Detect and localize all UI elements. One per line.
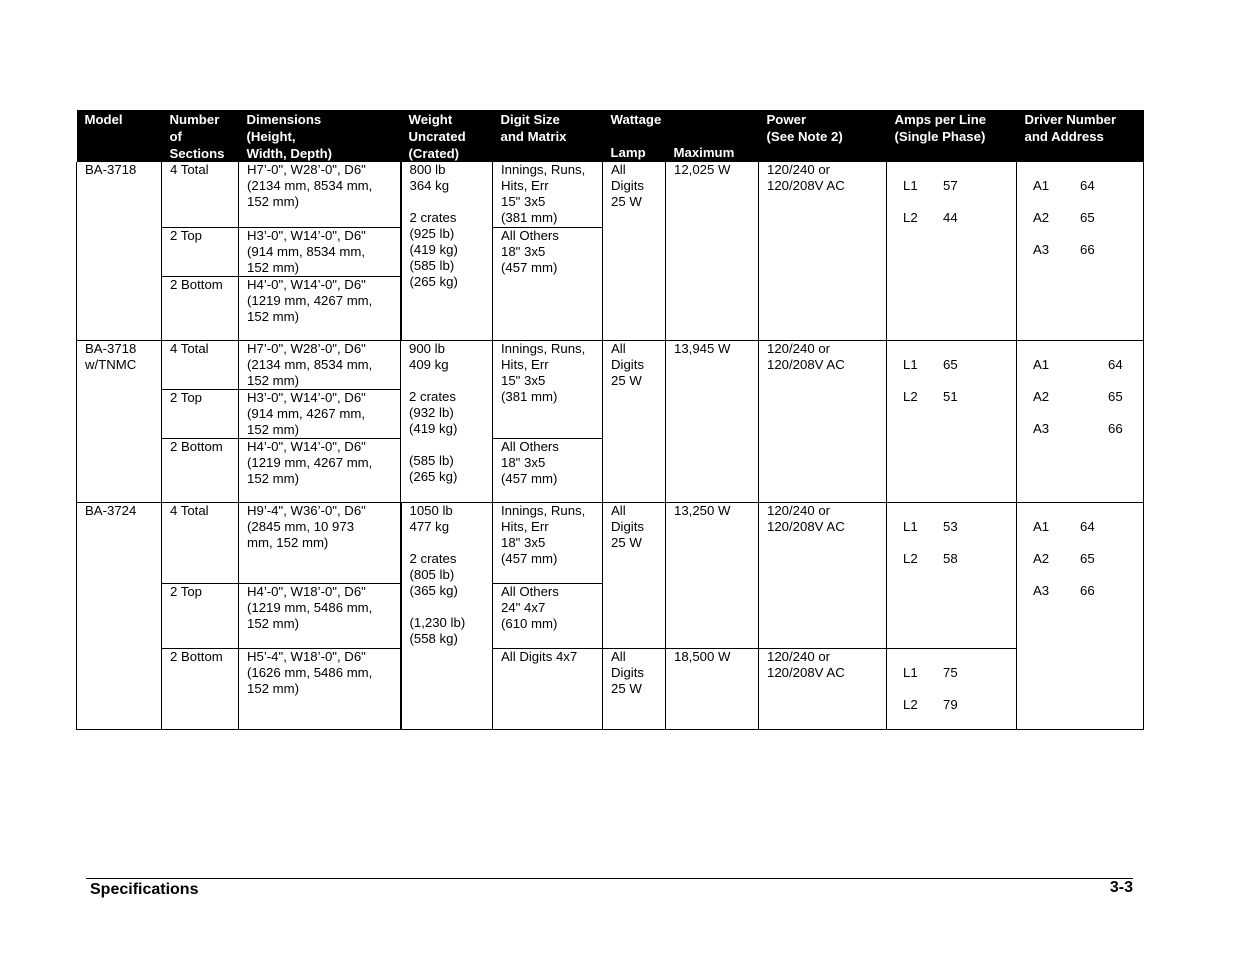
lamp-cell: All Digits 25 W	[603, 502, 666, 648]
driver-line: A2 65	[1033, 550, 1095, 566]
driver-cell	[1017, 502, 1144, 729]
weight-cell: 1050 lb 477 kg 2 crates (805 lb) (365 kg) (1,230 lb) (558 kg)	[401, 502, 493, 729]
sections-cell: 2 Top	[162, 583, 239, 648]
power-cell: 120/240 or 120/208V AC	[759, 648, 887, 729]
header-dimensions: Dimensions (Height, Width, Depth)	[239, 110, 401, 162]
sections-cell: 4 Total	[162, 340, 239, 389]
amps-line: L2 51	[903, 388, 958, 404]
model-cell: BA-3724	[77, 502, 162, 729]
header-wattage: Wattage	[603, 110, 759, 137]
dimensions-cell: H3’-0", W14’-0", D6" (914 mm, 8534 mm, 152 mm)	[239, 227, 401, 276]
model-cell: BA-3718	[77, 162, 162, 340]
driver-line: A2 65	[1033, 388, 1123, 404]
sections-cell: 2 Top	[162, 227, 239, 276]
page-number: 3-3	[1109, 879, 1133, 896]
digit-size-cell: All Others 24" 4x7 (610 mm)	[493, 583, 603, 648]
header-row	[77, 110, 1144, 137]
sections-cell: 2 Top	[162, 389, 239, 438]
header-lamp: Lamp	[603, 137, 666, 162]
amps-line: L2 58	[903, 550, 958, 566]
driver-line: A3 66	[1033, 582, 1095, 598]
table-row	[77, 162, 1144, 227]
power-cell: 120/240 or 120/208V AC	[759, 162, 887, 340]
amps-line: L1 65	[903, 356, 958, 372]
digit-size-cell: All Others 18" 3x5 (457 mm)	[493, 227, 603, 340]
digit-size-cell: All Digits 4x7	[493, 648, 603, 729]
dimensions-cell: H9’-4", W36’-0", D6" (2845 mm, 10 973 mm, 152 mm)	[239, 502, 401, 583]
amps-line: L2 79	[903, 696, 958, 712]
amps-line: L2 44	[903, 210, 958, 225]
header-weight: Weight Uncrated (Crated)	[401, 110, 493, 162]
weight-cell: 800 lb 364 kg 2 crates (925 lb) (419 kg) (585 lb) (265 kg)	[401, 162, 493, 340]
header-power: Power (See Note 2)	[759, 110, 887, 162]
dimensions-cell: H7’-0", W28’-0", D6" (2134 mm, 8534 mm, 152 mm)	[239, 162, 401, 227]
weight-cell: 900 lb 409 kg 2 crates (932 lb) (419 kg) (585 lb) (265 kg)	[401, 340, 493, 502]
header-model: Model	[77, 110, 162, 162]
header-digit-size: Digit Size and Matrix	[493, 110, 603, 162]
maximum-cell: 13,945 W	[666, 340, 759, 502]
amps-cell	[887, 340, 1017, 502]
header-sections: Number of Sections	[162, 110, 239, 162]
dimensions-cell: H7’-0", W28’-0", D6" (2134 mm, 8534 mm, 152 mm)	[239, 340, 401, 389]
driver-line: A1 64	[1033, 356, 1123, 372]
digit-size-cell: Innings, Runs, Hits, Err 18" 3x5 (457 mm)	[493, 502, 603, 583]
digit-size-cell: All Others 18" 3x5 (457 mm)	[493, 438, 603, 502]
digit-size-cell: Innings, Runs, Hits, Err 15" 3x5 (381 mm)	[493, 340, 603, 438]
driver-line: A1 64	[1033, 178, 1095, 193]
driver-line: A3 66	[1033, 420, 1123, 436]
amps-cell	[887, 648, 1017, 729]
power-cell: 120/240 or 120/208V AC	[759, 340, 887, 502]
sections-cell: 4 Total	[162, 502, 239, 583]
maximum-cell: 12,025 W	[666, 162, 759, 340]
table-row	[77, 648, 1144, 729]
header-maximum: Maximum	[666, 137, 759, 162]
driver-cell	[1017, 340, 1144, 502]
table-row	[77, 502, 1144, 583]
footer-section-title: Specifications	[90, 881, 199, 898]
maximum-cell: 13,250 W	[666, 502, 759, 648]
lamp-cell: All Digits 25 W	[603, 648, 666, 729]
header-driver: Driver Number and Address	[1017, 110, 1144, 162]
dimensions-cell: H5’-4", W18’-0", D6" (1626 mm, 5486 mm, 152 mm)	[239, 648, 401, 729]
driver-line: A3 66	[1033, 242, 1095, 257]
sections-cell: 4 Total	[162, 162, 239, 227]
amps-line: L1 53	[903, 518, 958, 534]
amps-line: L1 57	[903, 178, 958, 193]
header-amps: Amps per Line (Single Phase)	[887, 110, 1017, 162]
sections-cell: 2 Bottom	[162, 648, 239, 729]
model-cell: BA-3718 w/TNMC	[77, 340, 162, 502]
dimensions-cell: H4’-0", W18’-0", D6" (1219 mm, 5486 mm, 152 mm)	[239, 583, 401, 648]
dimensions-cell: H4’-0", W14’-0", D6" (1219 mm, 4267 mm, 152 mm)	[239, 276, 401, 340]
driver-cell	[1017, 162, 1144, 340]
driver-line: A1 64	[1033, 518, 1095, 534]
sections-cell: 2 Bottom	[162, 276, 239, 340]
dimensions-cell: H3’-0", W14’-0", D6" (914 mm, 4267 mm, 152 mm)	[239, 389, 401, 438]
amps-cell	[887, 162, 1017, 340]
specifications-table	[76, 110, 1144, 730]
digit-size-cell: Innings, Runs, Hits, Err 15" 3x5 (381 mm)	[493, 162, 603, 227]
maximum-cell: 18,500 W	[666, 648, 759, 729]
power-cell: 120/240 or 120/208V AC	[759, 502, 887, 648]
lamp-cell: All Digits 25 W	[603, 162, 666, 340]
footer-divider	[86, 878, 1133, 879]
amps-cell	[887, 502, 1017, 648]
lamp-cell: All Digits 25 W	[603, 340, 666, 502]
sections-cell: 2 Bottom	[162, 438, 239, 502]
driver-line: A2 65	[1033, 210, 1095, 225]
dimensions-cell: H4’-0", W14’-0", D6" (1219 mm, 4267 mm, 152 mm)	[239, 438, 401, 502]
amps-line: L1 75	[903, 664, 958, 680]
table-row	[77, 340, 1144, 389]
